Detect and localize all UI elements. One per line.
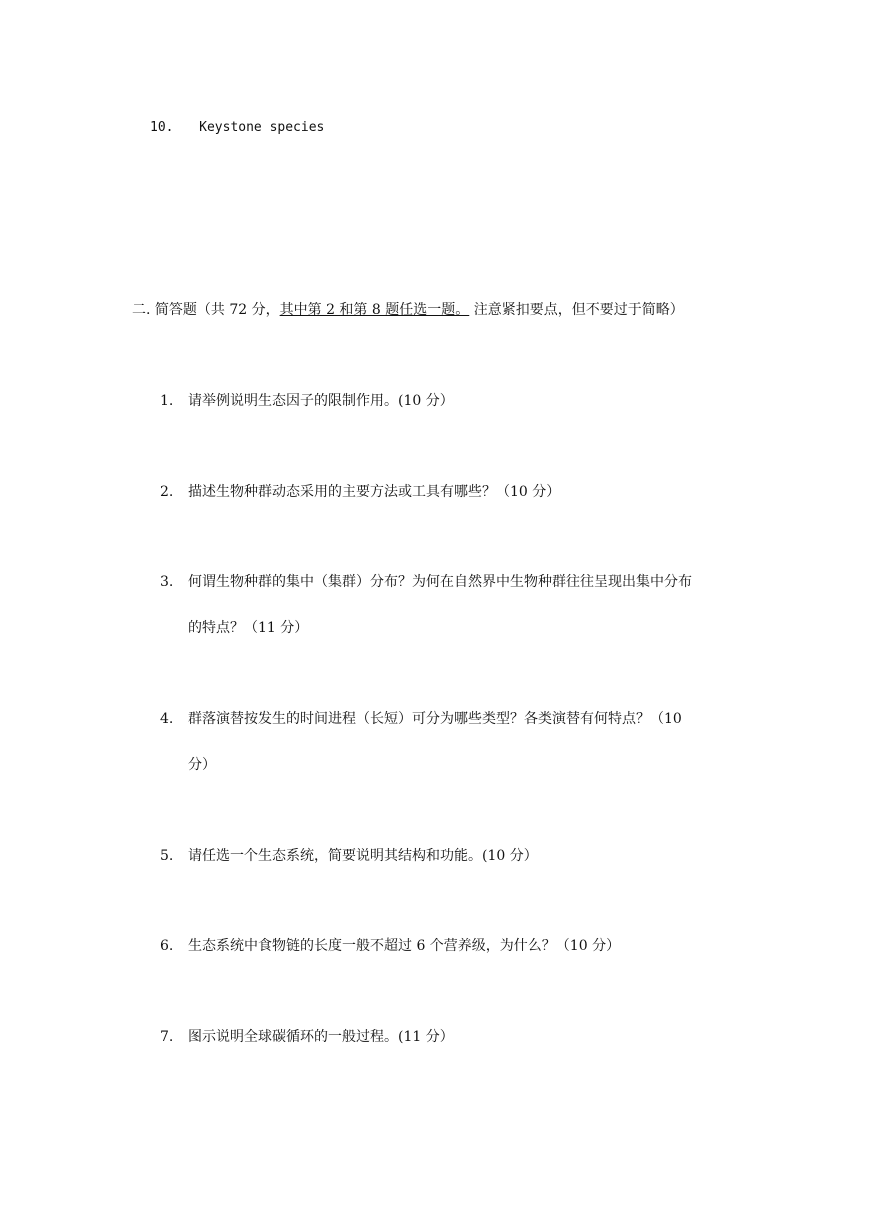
header-prefix: 二. 简答题（共 72 分， [132, 302, 280, 318]
question-text: 群落演替按发生的时间进程（长短）可分为哪些类型？各类演替有何特点？（10 [188, 711, 682, 727]
question-text: 描述生物种群动态采用的主要方法或工具有哪些？（10 分） [188, 484, 561, 500]
question-number: 1. [160, 393, 174, 409]
question-text: 图示说明全球碳循环的一般过程。(11 分） [188, 1029, 454, 1045]
item-term: Keystone species [199, 120, 325, 135]
question-text-cont: 的特点？（11 分） [188, 620, 309, 636]
header-suffix: 注意紧扣要点，但不要过于简略） [469, 302, 684, 318]
question-text-cont: 分） [188, 757, 216, 773]
item-number: 10. [150, 120, 174, 135]
question-text: 何谓生物种群的集中（集群）分布？为何在自然界中生物种群往往呈现出集中分布 [188, 574, 692, 590]
question-text: 请任选一个生态系统，简要说明其结构和功能。(10 分） [188, 848, 538, 864]
question-number: 4. [160, 711, 174, 727]
question-6 [160, 936, 620, 956]
header-underlined: 其中第 2 和第 8 题任选一题。 [279, 302, 470, 318]
question-4-continued [188, 755, 216, 775]
question-2 [160, 482, 560, 502]
question-number: 7. [160, 1029, 174, 1045]
question-number: 2. [160, 484, 174, 500]
question-4 [160, 709, 682, 729]
question-text: 请举例说明生态因子的限制作用。(10 分） [188, 393, 454, 409]
term-item-10 [150, 118, 324, 138]
question-5 [160, 846, 538, 866]
question-7 [160, 1027, 454, 1047]
question-3 [160, 572, 692, 592]
question-number: 6. [160, 938, 174, 954]
question-1 [160, 391, 454, 411]
section-header [132, 300, 684, 320]
question-number: 5. [160, 848, 174, 864]
question-number: 3. [160, 574, 174, 590]
question-text: 生态系统中食物链的长度一般不超过 6 个营养级，为什么？（10 分） [188, 938, 621, 954]
question-3-continued [188, 618, 308, 638]
